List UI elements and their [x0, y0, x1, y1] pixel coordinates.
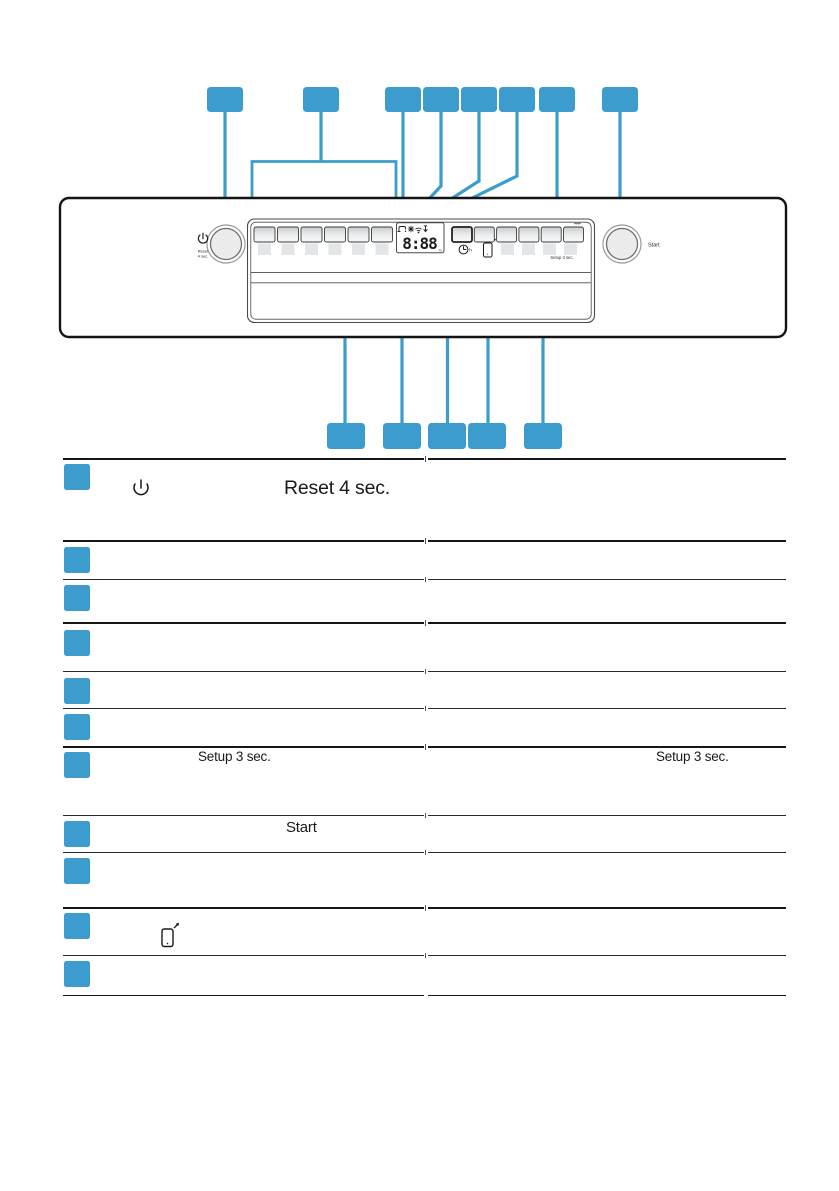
table-line: [63, 708, 424, 709]
bottom-callout-boxes: [327, 423, 562, 449]
column-divider-tick: [425, 577, 426, 582]
minute-mark-label: [574, 222, 581, 224]
table-line: [63, 458, 424, 460]
table-line: [428, 708, 786, 709]
control-panel-diagram: [0, 0, 839, 460]
table-line: [428, 746, 786, 748]
callout-box-top-7: [539, 87, 575, 112]
program-button: [348, 227, 369, 242]
callout-box-bottom-3: [428, 423, 466, 449]
table-line: [428, 458, 786, 460]
top-callout-boxes: [207, 87, 638, 112]
program-button: [278, 227, 299, 242]
table-row-7-right-text: Setup 3 sec.: [656, 749, 729, 764]
callout-box-top-8: [602, 87, 638, 112]
table-line: [428, 622, 786, 624]
column-divider-tick: [425, 706, 426, 711]
callout-box-top-4: [423, 87, 459, 112]
table-row-7-left-text: Setup 3 sec.: [198, 749, 271, 764]
table-line: [428, 579, 786, 580]
table-line: [63, 955, 424, 956]
callout-box-bottom-5: [524, 423, 562, 449]
row-number-badge-10: [64, 913, 90, 939]
row-number-badge-8: [64, 821, 90, 847]
callout-box-top-1: [207, 87, 243, 112]
power-icon: [131, 478, 151, 500]
column-divider-tick: [425, 669, 426, 674]
column-divider-tick: [425, 813, 426, 818]
row-number-badge-5: [64, 678, 90, 704]
power-knob-label-line1: Reset: [197, 248, 209, 254]
table-line: [63, 995, 424, 997]
remote-start-icon: [157, 921, 183, 949]
table-row-8-text: Start: [286, 819, 317, 836]
table-line: [428, 540, 786, 542]
callout-box-top-6: [499, 87, 535, 112]
start-knob: [603, 225, 641, 263]
table-line: [63, 852, 424, 853]
table-line: [63, 622, 424, 624]
column-divider-tick: [425, 905, 426, 911]
table-line: [428, 955, 786, 956]
option-button: [564, 227, 584, 242]
row-number-badge-6: [64, 714, 90, 740]
row-number-badge-11: [64, 961, 90, 987]
callout-box-bottom-2: [383, 423, 421, 449]
program-button: [325, 227, 346, 242]
option-button: [541, 227, 561, 242]
program-button: [301, 227, 322, 242]
column-divider-tick: [425, 620, 426, 626]
rinse-aid-icon: [408, 226, 414, 232]
power-knob-label-line2: 4 sec.: [197, 253, 209, 259]
program-button: [254, 227, 275, 242]
option-button: [452, 227, 472, 242]
column-divider-tick: [425, 953, 426, 958]
callout-box-bottom-1: [327, 423, 365, 449]
start-knob-label: Start: [648, 242, 660, 249]
column-divider-tick: [425, 850, 426, 855]
callout-box-top-3: [385, 87, 421, 112]
row-number-badge-1: [64, 464, 90, 490]
table-line: [63, 540, 424, 542]
row-number-badge-3: [64, 585, 90, 611]
table-line: [428, 995, 786, 997]
table-line: [428, 907, 786, 909]
row-number-badge-9: [64, 858, 90, 884]
power-knob: [207, 225, 245, 263]
table-line: [63, 579, 424, 580]
display-unit-label: m: [438, 248, 442, 253]
table-line: [428, 671, 786, 672]
row-number-badge-2: [64, 547, 90, 573]
timer-unit-label: h: [469, 247, 472, 253]
program-button: [372, 227, 393, 242]
option-button: [519, 227, 539, 242]
callout-box-bottom-4: [468, 423, 506, 449]
column-divider-tick: [425, 538, 426, 544]
callout-box-top-5: [461, 87, 497, 112]
setup-hint-label: Setup 3 sec.: [550, 255, 574, 260]
table-line: [428, 815, 786, 816]
option-button: [497, 227, 517, 242]
column-divider-tick: [425, 744, 426, 750]
table-line: [428, 852, 786, 853]
table-line: [63, 907, 424, 909]
row-number-badge-7: [64, 752, 90, 778]
display-value: 8:88: [402, 234, 437, 253]
table-line: [63, 671, 424, 672]
callout-box-top-2: [303, 87, 339, 112]
row-number-badge-4: [64, 630, 90, 656]
column-divider-tick: [425, 456, 426, 462]
option-button: [474, 227, 494, 242]
table-row-1-text: Reset 4 sec.: [284, 477, 390, 499]
table-line: [63, 815, 424, 816]
table-line: [63, 746, 424, 748]
